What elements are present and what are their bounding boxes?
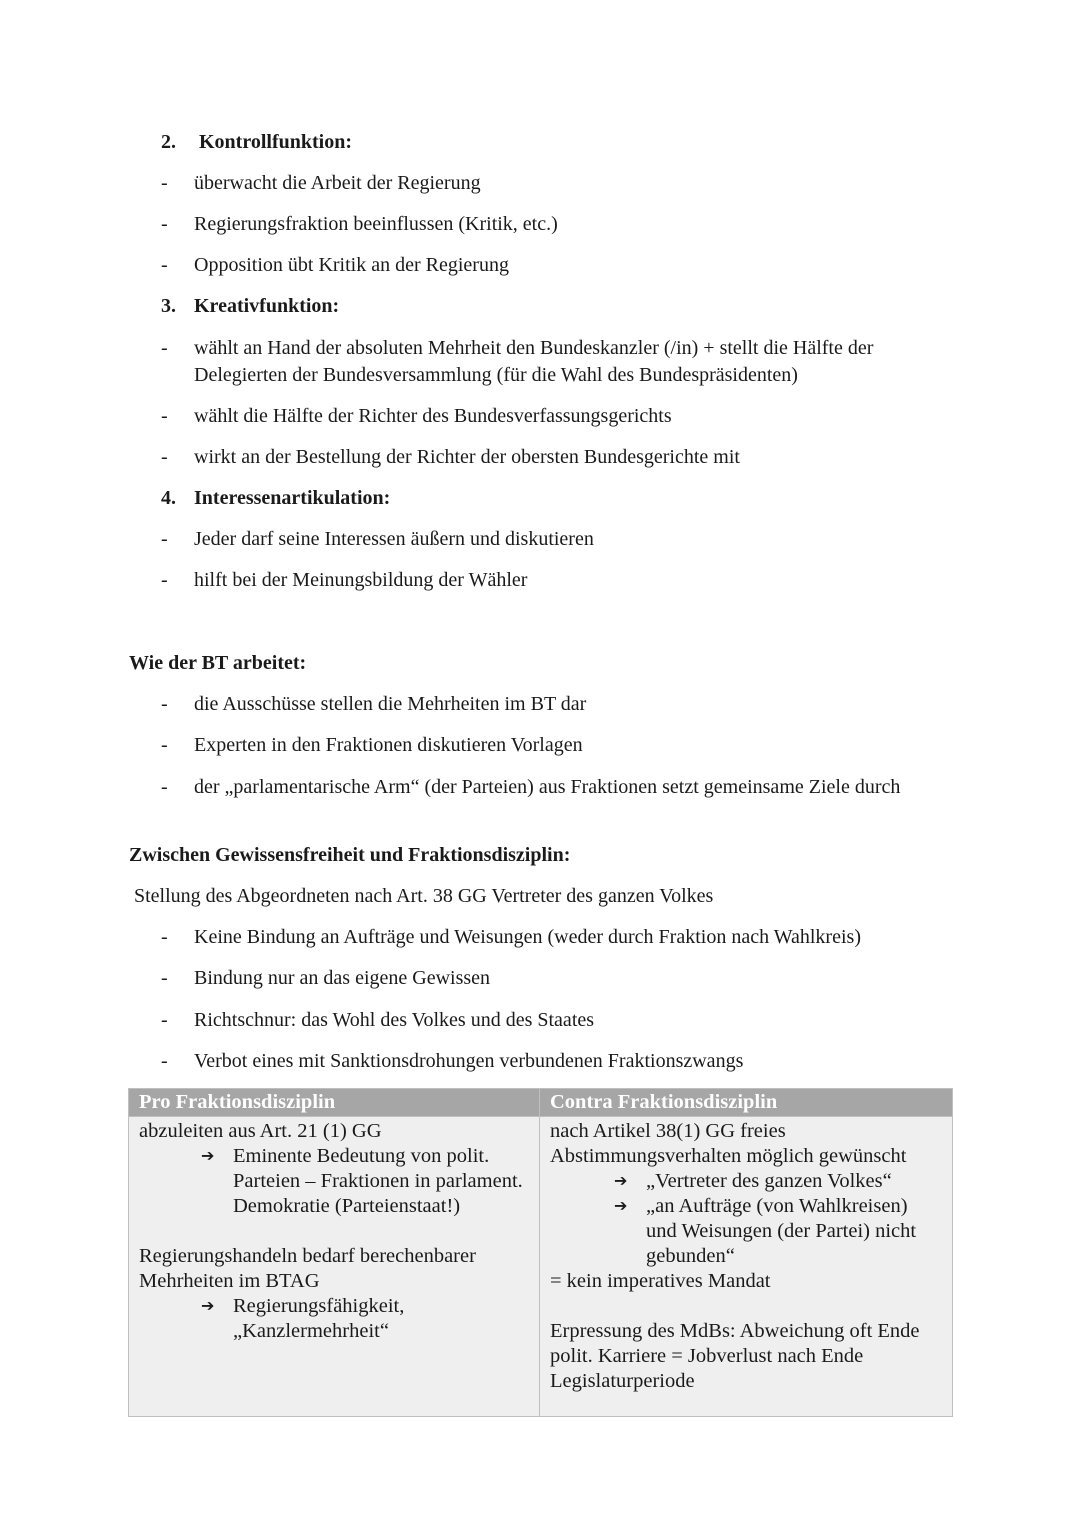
- bullet-dash: -: [161, 1009, 168, 1031]
- section-title: Kontrollfunktion:: [199, 131, 352, 153]
- bullet-dash: -: [161, 734, 168, 756]
- bullet-dash: -: [161, 254, 168, 276]
- bullet-dash: -: [161, 1050, 168, 1072]
- pro-arrow-point: [139, 1144, 529, 1219]
- arrow-icon: ➔: [614, 1173, 628, 1190]
- bullet-dash: -: [161, 446, 168, 468]
- section-number: 3.: [161, 295, 176, 317]
- list-item: Regierungsfraktion beeinflussen (Kritik, etc.): [194, 213, 558, 235]
- contra-header: Contra Fraktionsdisziplin: [540, 1089, 953, 1117]
- contra-arrow-point: [550, 1169, 942, 1194]
- section-heading-interessenartikulation: [161, 485, 390, 512]
- list-item: Bindung nur an das eigene Gewissen: [194, 967, 491, 989]
- list-item: wirkt an der Bestellung der Richter der obersten Bundesgerichte mit: [194, 446, 740, 468]
- contra-point: Erpressung des MdBs: Abweichung oft Ende polit. Karriere = Jobverlust nach Ende Legislaturperiode: [550, 1320, 920, 1392]
- bullet-dash: -: [161, 405, 168, 427]
- bullet-dash: -: [161, 967, 168, 989]
- bullet-dash: -: [161, 926, 168, 948]
- list-item: Experten in den Fraktionen diskutieren Vorlagen: [194, 734, 583, 756]
- arrow-text: Eminente Bedeutung von polit. Parteien – Fraktionen in parlament. Demokratie (Parteienstaat!): [233, 1145, 523, 1217]
- list-item: Richtschnur: das Wohl des Volkes und des Staates: [194, 1009, 595, 1031]
- table-header-row: [129, 1089, 953, 1117]
- list-item: Opposition übt Kritik an der Regierung: [194, 254, 509, 276]
- arrow-icon: ➔: [614, 1198, 628, 1215]
- list-item: überwacht die Arbeit der Regierung: [194, 172, 481, 194]
- section-title: Interessenartikulation:: [194, 487, 391, 509]
- bullet-dash: -: [161, 776, 168, 798]
- pro-arrow-point: [139, 1294, 529, 1344]
- arrow-text: „an Aufträge (von Wahlkreisen) und Weisungen (der Partei) nicht gebunden“: [646, 1195, 917, 1267]
- intro-text: Stellung des Abgeordneten nach Art. 38 GG Vertreter des ganzen Volkes: [134, 885, 714, 907]
- arrow-text: Regierungsfähigkeit, „Kanzlermehrheit“: [233, 1295, 405, 1342]
- list-item: der „parlamentarische Arm“ (der Parteien) aus Fraktionen setzt gemeinsame Ziele durch: [194, 776, 901, 798]
- arrow-icon: ➔: [201, 1298, 215, 1315]
- section-number: 2.: [161, 131, 176, 153]
- contra-point: = kein imperatives Mandat: [550, 1270, 771, 1292]
- arrow-icon: ➔: [201, 1148, 215, 1165]
- heading-bt-arbeitet: Wie der BT arbeitet:: [129, 652, 307, 674]
- section-heading-kontrollfunktion: [161, 129, 352, 156]
- contra-cell: [540, 1117, 953, 1417]
- section-heading-kreativfunktion: [161, 293, 339, 320]
- arrow-text: „Vertreter des ganzen Volkes“: [646, 1170, 892, 1192]
- list-item: die Ausschüsse stellen die Mehrheiten im BT dar: [194, 693, 587, 715]
- pro-header: Pro Fraktionsdisziplin: [129, 1089, 540, 1117]
- list-item: Verbot eines mit Sanktionsdrohungen verbundenen Fraktionszwangs: [194, 1050, 744, 1072]
- bullet-dash: -: [161, 337, 168, 359]
- bullet-dash: -: [161, 213, 168, 235]
- comparison-table: [128, 1088, 953, 1417]
- bullet-dash: -: [161, 172, 168, 194]
- list-item: Keine Bindung an Aufträge und Weisungen (weder durch Fraktion nach Wahlkreis): [194, 926, 861, 948]
- heading-gewissensfreiheit: Zwischen Gewissensfreiheit und Fraktionsdisziplin:: [129, 844, 571, 866]
- list-item: Jeder darf seine Interessen äußern und diskutieren: [194, 528, 594, 550]
- contra-arrow-point: [550, 1194, 942, 1269]
- pro-cell: [129, 1117, 540, 1417]
- section-title: Kreativfunktion:: [194, 295, 340, 317]
- bullet-dash: -: [161, 693, 168, 715]
- table-row: [129, 1117, 953, 1417]
- section-number: 4.: [161, 487, 176, 509]
- list-item: wählt an Hand der absoluten Mehrheit den Bundeskanzler (/in) + stellt die Hälfte der Delegierten der Bundesversammlung (für die Wahl des Bundespräsidenten): [194, 337, 874, 386]
- bullet-dash: -: [161, 569, 168, 591]
- pro-point: abzuleiten aus Art. 21 (1) GG: [139, 1120, 382, 1142]
- list-item: hilft bei der Meinungsbildung der Wähler: [194, 569, 528, 591]
- bullet-dash: -: [161, 528, 168, 550]
- contra-point: nach Artikel 38(1) GG freies Abstimmungsverhalten möglich gewünscht: [550, 1120, 907, 1167]
- list-item: wählt die Hälfte der Richter des Bundesverfassungsgerichts: [194, 405, 672, 427]
- pro-point: Regierungshandeln bedarf berechenbarer Mehrheiten im BTAG: [139, 1245, 476, 1292]
